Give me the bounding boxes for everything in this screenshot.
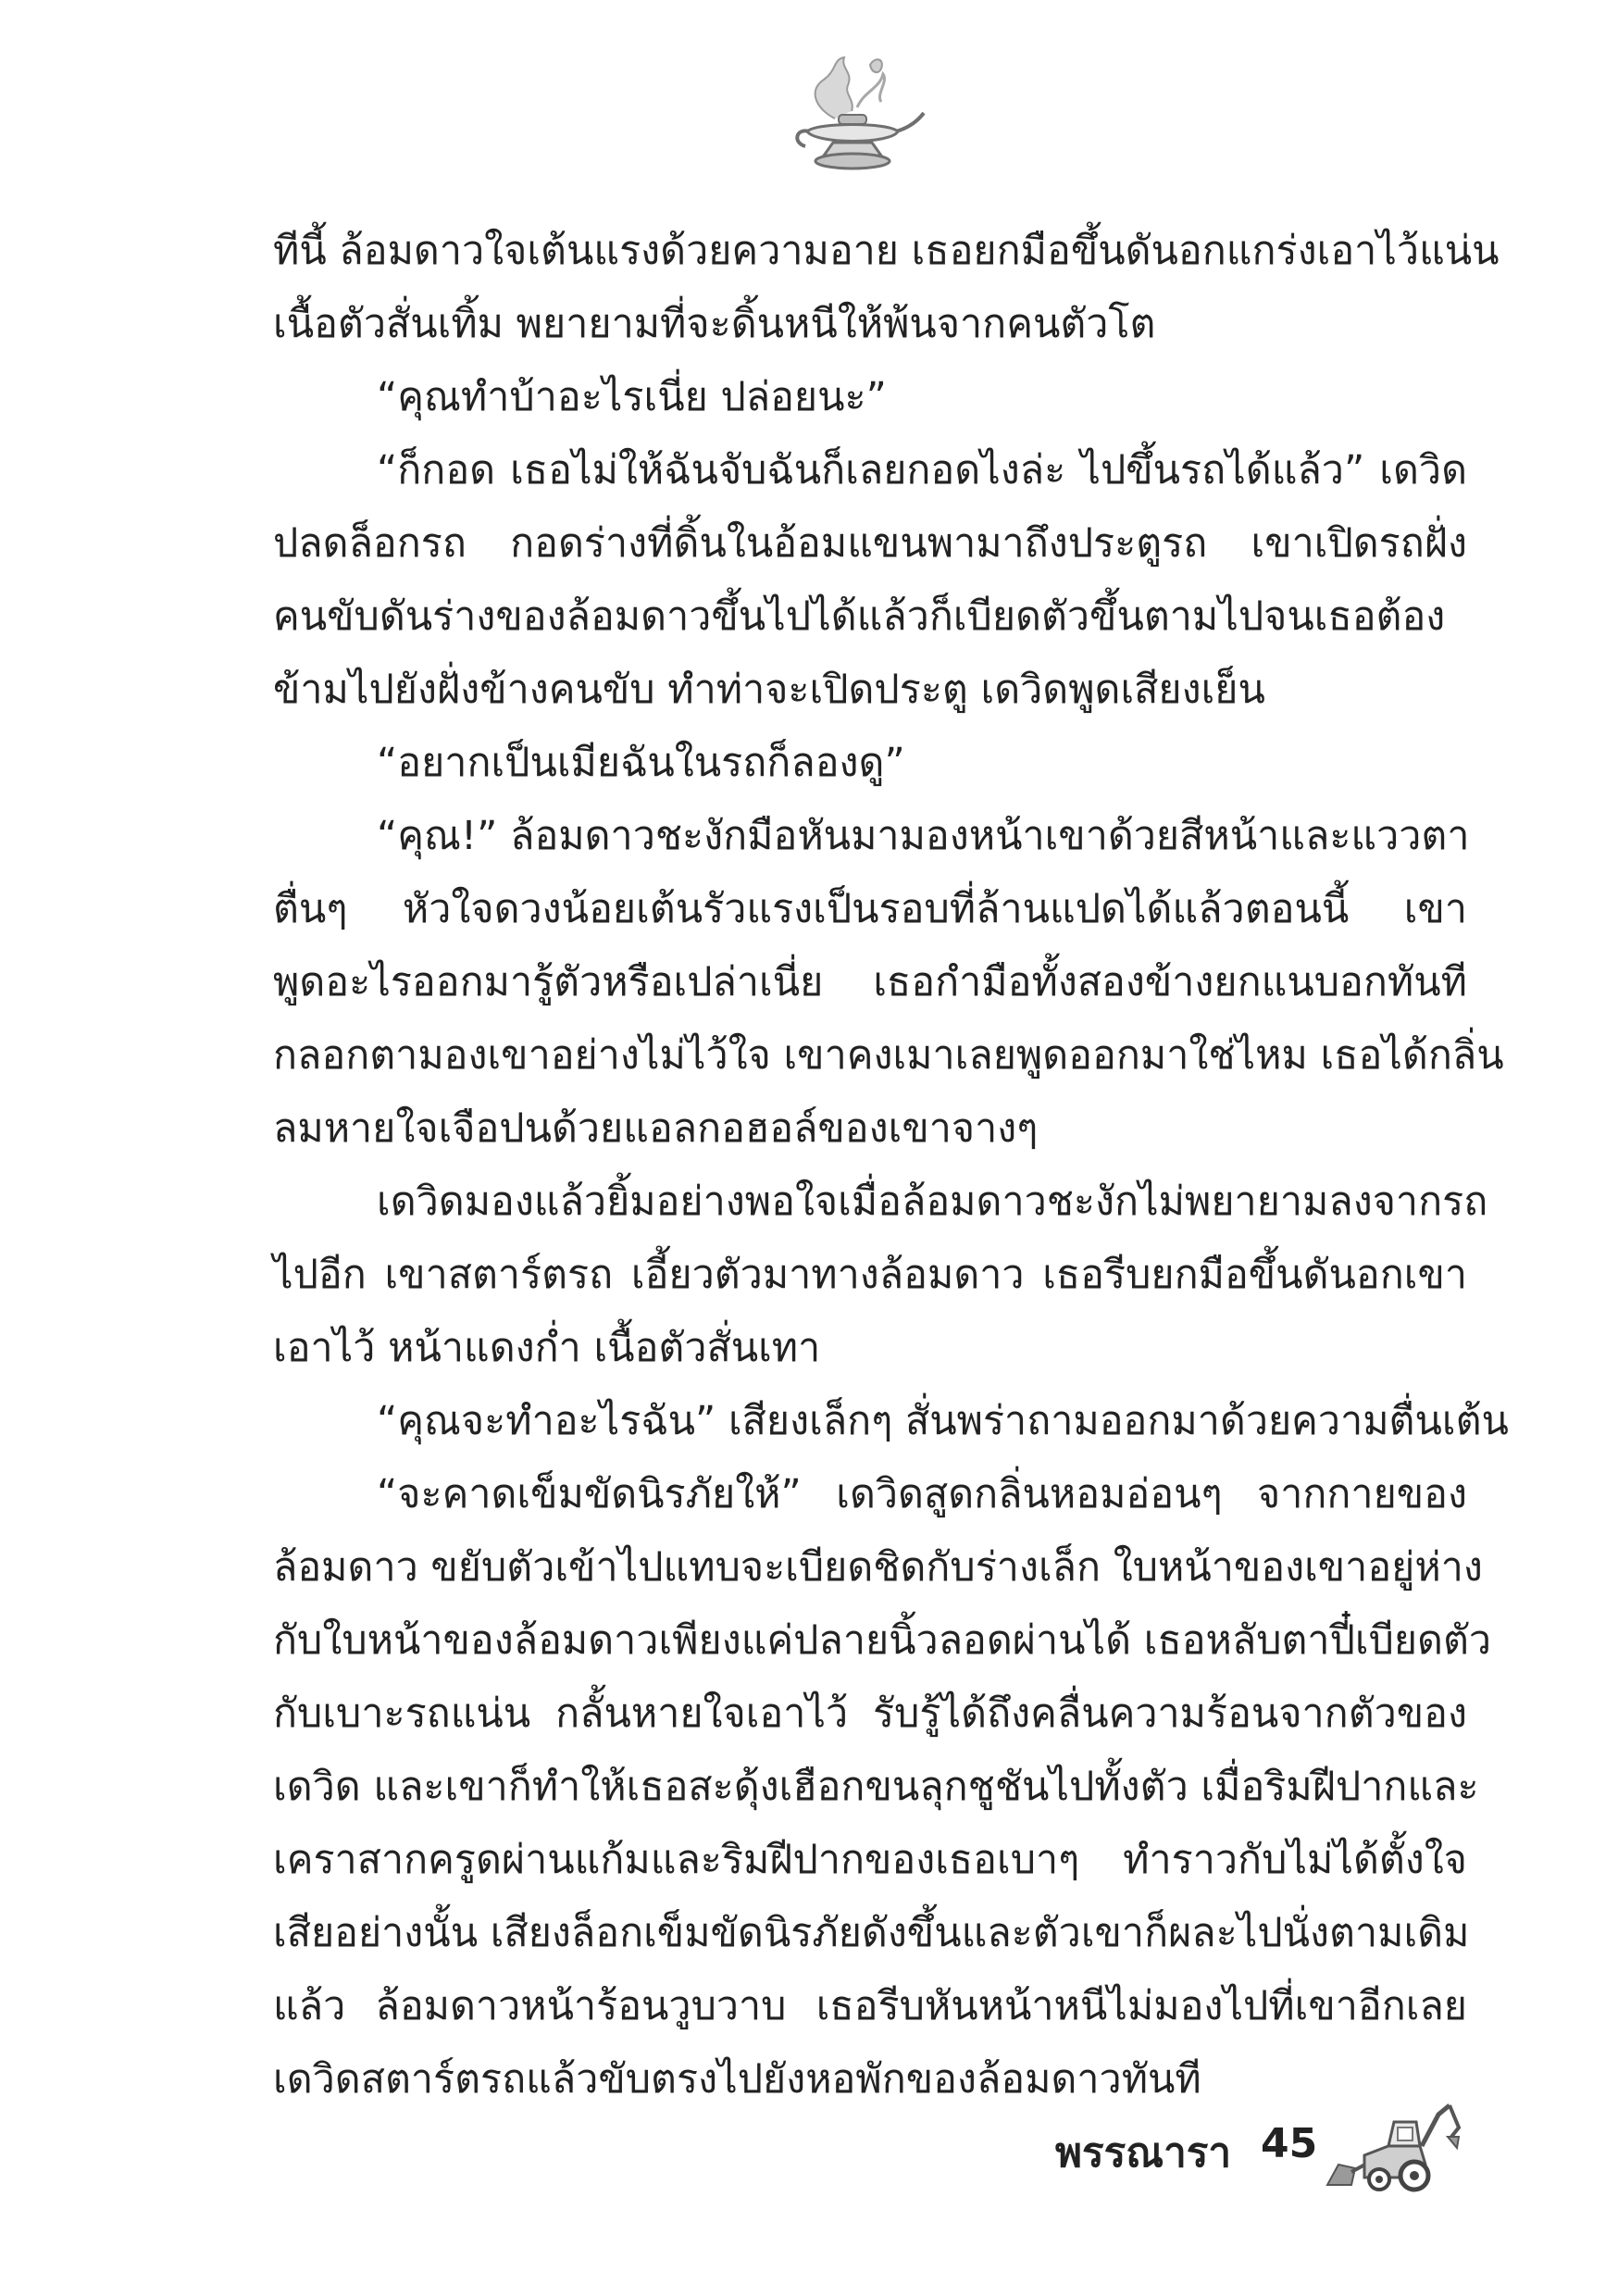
text-line: เดวิดมองแล้วยิ้มอย่างพอใจเมื่อล้อมดาวชะงักไม่พยายามลงจากรถ — [377, 1179, 1488, 1225]
text-line: “จะคาดเข็มขัดนิรภัยให้” เดวิดสูดกลิ่นหอมอ่อนๆ จากกายของ — [377, 1471, 1467, 1517]
text-line: “อยากเป็นเมียฉันในรถก็ลองดู” — [377, 740, 905, 786]
text-line: ตื่นๆ หัวใจดวงน้อยเต้นรัวแรงเป็นรอบที่ล้านแปดได้แล้วตอนนี้ เขา — [273, 886, 1467, 932]
text-line: “คุณทำบ้าอะไรเนี่ย ปล่อยนะ” — [377, 374, 887, 420]
text-line: เดวิดสตาร์ตรถแล้วขับตรงไปยังหอพักของล้อมดาวทันที — [273, 2056, 1201, 2103]
text-line: “คุณจะทำอะไรฉัน” เสียงเล็กๆ สั่นพร่าถามออกมาด้วยความตื่นเต้น — [377, 1398, 1509, 1444]
text-line: กลอกตามองเขาอย่างไม่ไว้ใจ เขาคงเมาเลยพูดออกมาใช่ไหม เธอได้กลิ่น — [273, 1032, 1504, 1079]
text-line: กับเบาะรถแน่น กลั้นหายใจเอาไว้ รับรู้ได้ถึงคลื่นความร้อนจากตัวของ — [273, 1691, 1467, 1737]
text-line: ปลดล็อกรถ กอดร่างที่ดิ้นในอ้อมแขนพามาถึงประตูรถ เขาเปิดรถฝั่ง — [273, 520, 1467, 567]
text-line: ไปอีก เขาสตาร์ตรถ เอี้ยวตัวมาทางล้อมดาว เธอรีบยกมือขึ้นดันอกเขา — [273, 1252, 1467, 1298]
text-line: ทีนี้ ล้อมดาวใจเต้นแรงด้วยความอาย เธอยกมือขึ้นดันอกแกร่งเอาไว้แน่น — [273, 228, 1500, 274]
text-line: คนขับดันร่างของล้อมดาวขึ้นไปได้แล้วก็เบียดตัวขึ้นตามไปจนเธอต้อง — [273, 593, 1446, 640]
text-line: เอาไว้ หน้าแดงก่ำ เนื้อตัวสั่นเทา — [273, 1325, 821, 1371]
body-text — [273, 215, 1509, 2116]
text-line: เนื้อตัวสั่นเทิ้ม พยายามที่จะดิ้นหนีให้พ้นจากคนตัวโต — [273, 301, 1156, 347]
text-line: เดวิด และเขาก็ทำให้เธอสะดุ้งเฮือกขนลุกชูชันไปทั้งตัว เมื่อริมฝีปากและ — [273, 1764, 1479, 1810]
page-footer — [1055, 2100, 1462, 2202]
genie-lamp-icon — [779, 54, 927, 176]
text-line: เคราสากครูดผ่านแก้มและริมฝีปากของเธอเบาๆ ทำราวกับไม่ได้ตั้งใจ — [273, 1837, 1467, 1883]
author-name: พรรณารา — [1055, 2129, 1232, 2177]
text-line: กับใบหน้าของล้อมดาวเพียงแค่ปลายนิ้วลอดผ่านได้ เธอหลับตาปี๋เบียดตัว — [273, 1617, 1492, 1664]
text-line: “ก็กอด เธอไม่ให้ฉันจับฉันก็เลยกอดไงล่ะ ไปขึ้นรถได้แล้ว” เดวิด — [377, 447, 1467, 493]
backhoe-loader-icon — [1324, 2100, 1462, 2192]
page-number: 45 — [1261, 2120, 1318, 2167]
text-line: ข้ามไปยังฝั่งข้างคนขับ ทำท่าจะเปิดประตู เดวิดพูดเสียงเย็น — [273, 667, 1265, 713]
text-line: แล้ว ล้อมดาวหน้าร้อนวูบวาบ เธอรีบหันหน้าหนีไม่มองไปที่เขาอีกเลย — [273, 1983, 1467, 2029]
text-line: พูดอะไรออกมารู้ตัวหรือเปล่าเนี่ย เธอกำมือทั้งสองข้างยกแนบอกทันที — [273, 959, 1467, 1005]
text-line: “คุณ!” ล้อมดาวชะงักมือหันมามองหน้าเขาด้วยสีหน้าและแววตา — [377, 813, 1470, 859]
text-line: เสียอย่างนั้น เสียงล็อกเข็มขัดนิรภัยดังขึ้นและตัวเขาก็ผละไปนั่งตามเดิม — [273, 1910, 1470, 1956]
text-line: ลมหายใจเจือปนด้วยแอลกอฮอล์ของเขาจางๆ — [273, 1105, 1039, 1152]
text-line: ล้อมดาว ขยับตัวเข้าไปแทบจะเบียดชิดกับร่างเล็ก ใบหน้าของเขาอยู่ห่าง — [273, 1544, 1483, 1591]
